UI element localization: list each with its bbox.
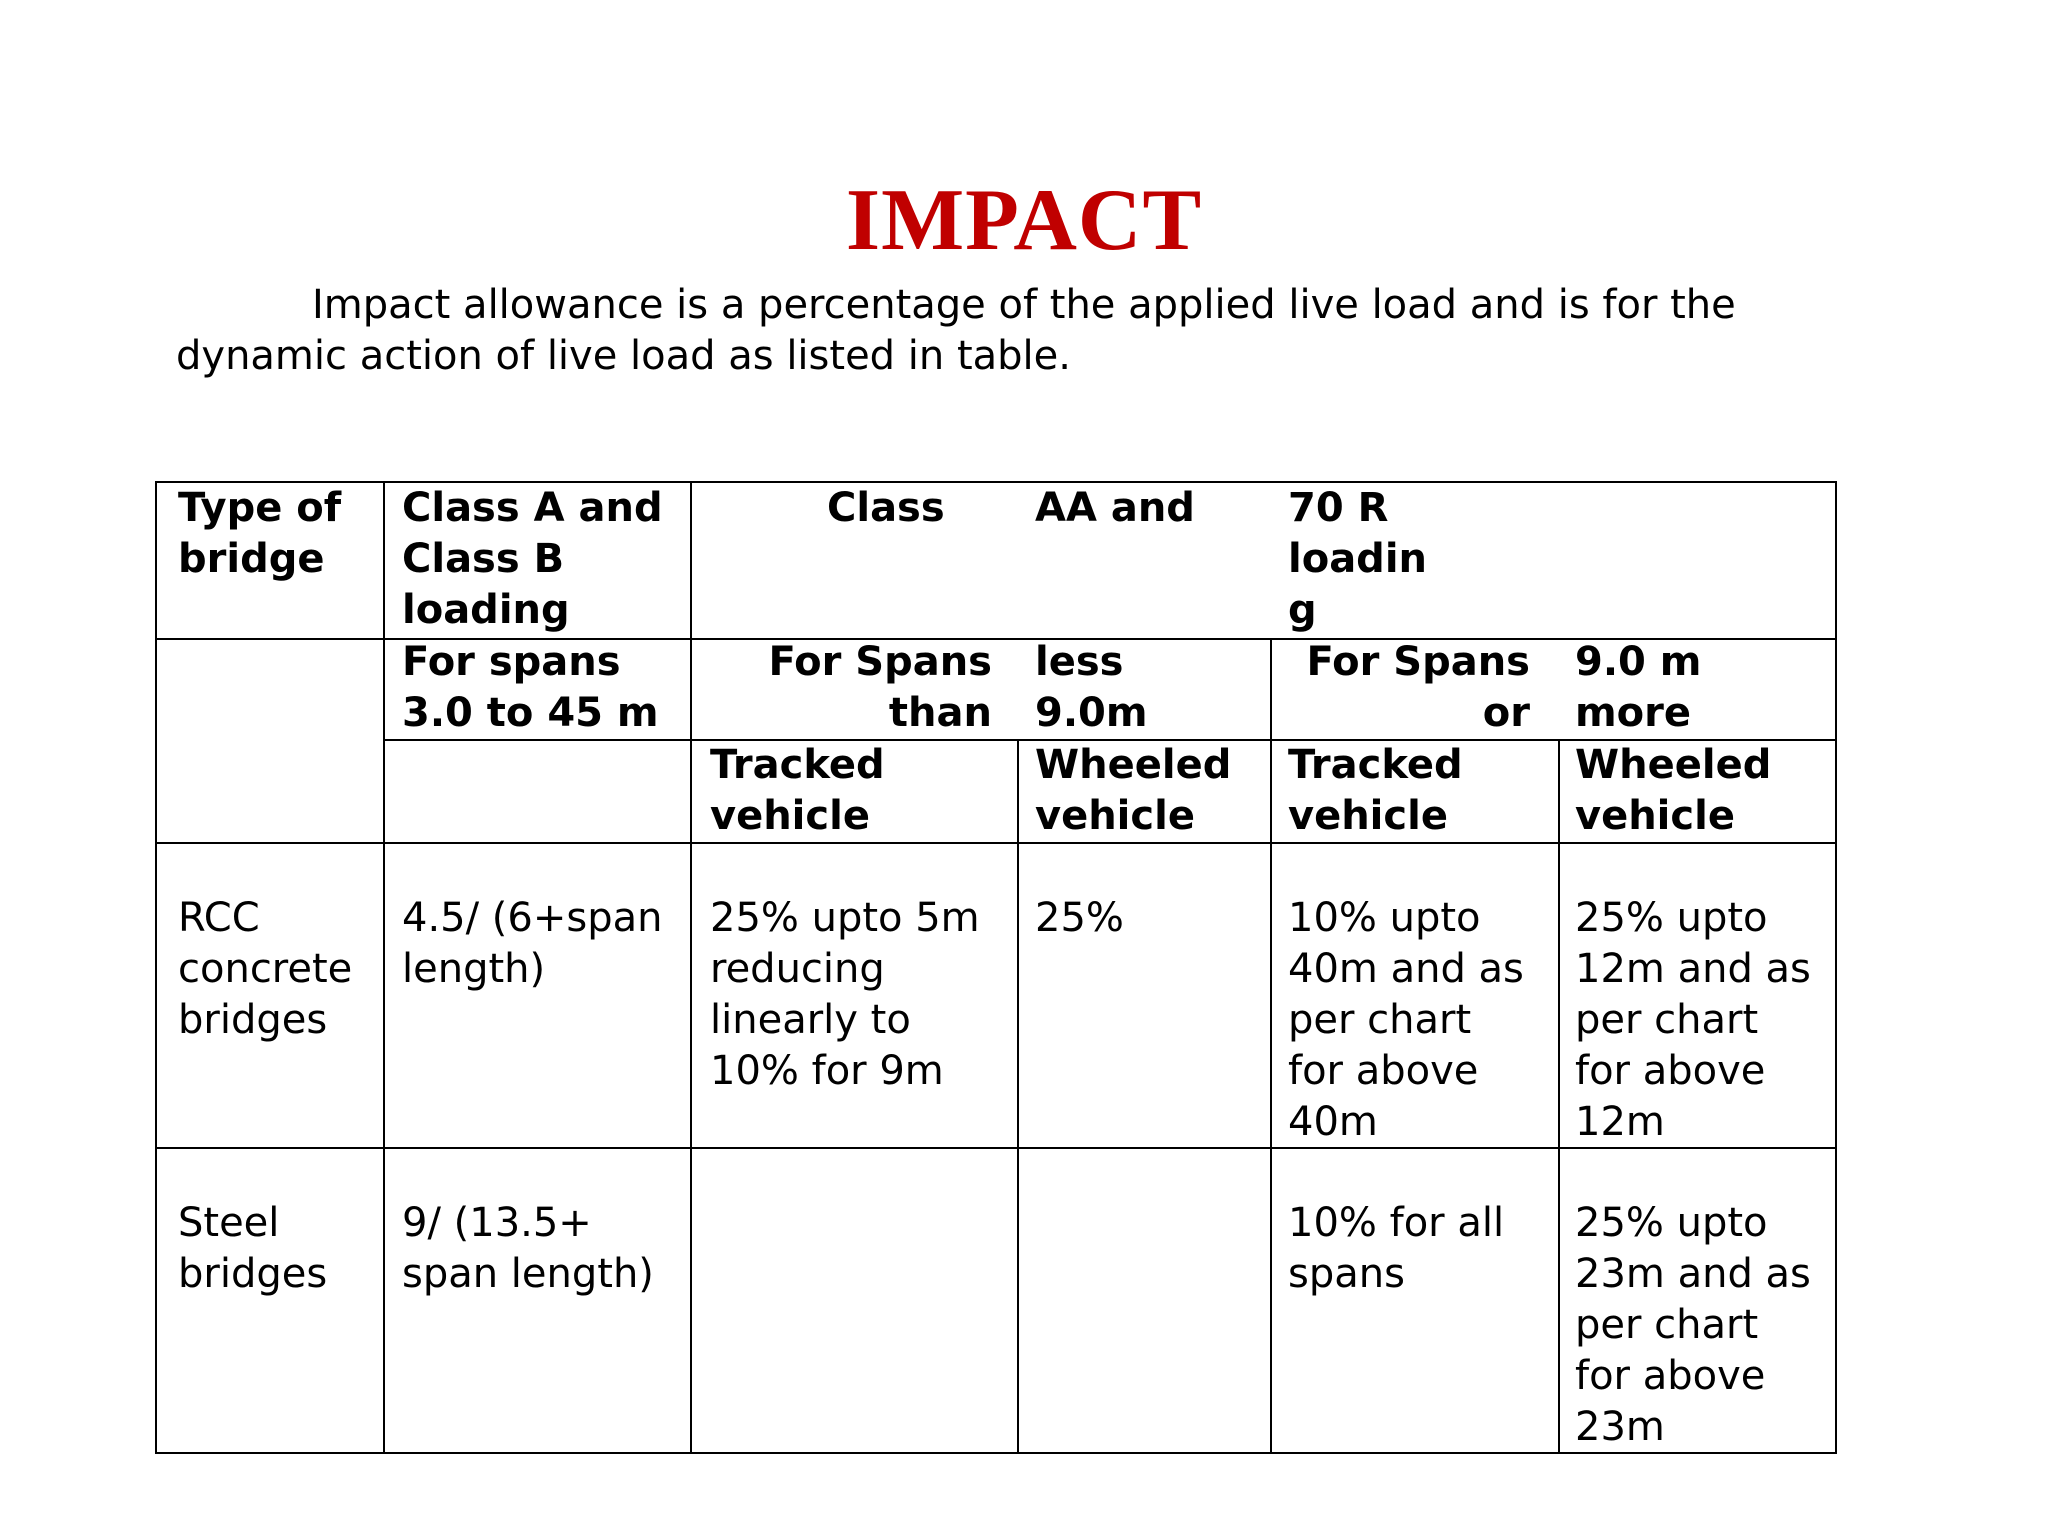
- cell-line: spans: [1288, 1251, 1405, 1297]
- header-class-aa-mid: AA and: [1035, 485, 1195, 531]
- cell-line: Class A and: [402, 485, 663, 531]
- cell-line: or: [1482, 690, 1530, 736]
- cell-line: 9.0m: [1035, 690, 1148, 736]
- header-class-aa-left: Class: [827, 485, 945, 531]
- cell-line: 23m: [1575, 1404, 1665, 1450]
- cell-line: For spans: [402, 639, 621, 685]
- cell-line: Wheeled: [1035, 742, 1232, 788]
- cell-line: vehicle: [1035, 793, 1195, 839]
- cell-line: more: [1575, 690, 1692, 736]
- cell-line: bridge: [178, 536, 325, 582]
- cell-line: bridges: [178, 1251, 328, 1297]
- header-70r-loading: [1288, 483, 1427, 636]
- cell-rcc-wheeled-less: [1035, 893, 1124, 944]
- cell-line: 4.5/ (6+span: [402, 895, 663, 941]
- cell-rcc-class-ab: [402, 893, 662, 995]
- cell-line: 10% upto: [1288, 895, 1481, 941]
- cell-line: 25% upto: [1575, 895, 1768, 941]
- intro-line-2: dynamic action of live load as listed in table.: [176, 333, 1071, 379]
- header-spans-less-right: [1035, 637, 1148, 739]
- cell-line: 25% upto: [1575, 1200, 1768, 1246]
- cell-rcc-wheeled-more: [1575, 893, 1811, 1148]
- cell-line: 9.0 m: [1575, 639, 1702, 685]
- header-type-of-bridge: [178, 483, 341, 585]
- cell-line: for above: [1288, 1048, 1479, 1094]
- cell-line: vehicle: [710, 793, 870, 839]
- cell-line: linearly to: [710, 997, 911, 1043]
- cell-line: RCC: [178, 895, 260, 941]
- table-rule: [1270, 638, 1272, 1452]
- cell-line: Class B: [402, 536, 565, 582]
- cell-line: 70 R: [1288, 485, 1389, 531]
- cell-line: 10% for all: [1288, 1200, 1505, 1246]
- cell-steel-tracked-more: [1288, 1198, 1504, 1300]
- cell-line: loading: [402, 587, 570, 633]
- cell-line: span length): [402, 1251, 654, 1297]
- cell-line: 40m: [1288, 1099, 1378, 1145]
- table-rule: [157, 842, 1835, 844]
- cell-line: For Spans: [1306, 639, 1530, 685]
- cell-line: vehicle: [1288, 793, 1448, 839]
- header-tracked-vehicle-less: [710, 740, 885, 842]
- impact-table: [155, 481, 1837, 1454]
- cell-line: less: [1035, 639, 1124, 685]
- cell-line: length): [402, 946, 546, 992]
- cell-line: 3.0 to 45 m: [402, 690, 659, 736]
- header-spans-3-45: [402, 637, 659, 739]
- intro-line-1-text: Impact allowance is a percentage of the applied live load and is for the: [312, 282, 1736, 328]
- table-rule: [1017, 739, 1019, 1452]
- cell-line: Wheeled: [1575, 742, 1772, 788]
- cell-line: vehicle: [1575, 793, 1735, 839]
- cell-steel-wheeled-more: [1575, 1198, 1811, 1453]
- cell-line: 12m and as: [1575, 946, 1811, 992]
- header-wheeled-vehicle-less: [1035, 740, 1231, 842]
- header-spans-less-left: [757, 637, 992, 739]
- cell-line: per chart: [1575, 997, 1759, 1043]
- cell-line: loadin: [1288, 536, 1428, 582]
- cell-line: per chart: [1575, 1302, 1759, 1348]
- cell-steel-class-ab: [402, 1198, 654, 1300]
- cell-rcc-type: [178, 893, 352, 1046]
- cell-line: 12m: [1575, 1099, 1665, 1145]
- cell-line: for above: [1575, 1048, 1766, 1094]
- cell-line: 9/ (13.5+: [402, 1200, 592, 1246]
- cell-line: concrete: [178, 946, 353, 992]
- header-spans-more-right: [1575, 637, 1701, 739]
- header-wheeled-vehicle-more: [1575, 740, 1771, 842]
- cell-line: Type of: [178, 485, 342, 531]
- table-rule: [690, 483, 692, 1452]
- intro-line-1: [176, 280, 1756, 331]
- page-title: IMPACT: [845, 172, 1203, 269]
- cell-line: Tracked: [1288, 742, 1463, 788]
- cell-line: reducing: [710, 946, 885, 992]
- table-rule: [383, 483, 385, 1452]
- cell-line: Steel: [178, 1200, 280, 1246]
- cell-line: For Spans: [768, 639, 992, 685]
- cell-steel-type: [178, 1198, 327, 1300]
- intro-paragraph: [176, 280, 1756, 382]
- cell-line: g: [1288, 587, 1317, 633]
- table-rule: [1558, 739, 1560, 1452]
- header-class-a-b: [402, 483, 663, 636]
- cell-line: Tracked: [710, 742, 885, 788]
- cell-line: than: [888, 690, 992, 736]
- cell-line: bridges: [178, 997, 328, 1043]
- cell-line: per chart: [1288, 997, 1472, 1043]
- cell-line: 25% upto 5m: [710, 895, 980, 941]
- cell-line: 10% for 9m: [710, 1048, 944, 1094]
- cell-line: 23m and as: [1575, 1251, 1811, 1297]
- cell-line: 25%: [1035, 895, 1124, 941]
- cell-rcc-tracked-less: [710, 893, 980, 1097]
- cell-line: for above: [1575, 1353, 1766, 1399]
- header-spans-more-left: [1287, 637, 1530, 739]
- header-tracked-vehicle-more: [1288, 740, 1463, 842]
- cell-rcc-tracked-more: [1288, 893, 1524, 1148]
- cell-line: 40m and as: [1288, 946, 1524, 992]
